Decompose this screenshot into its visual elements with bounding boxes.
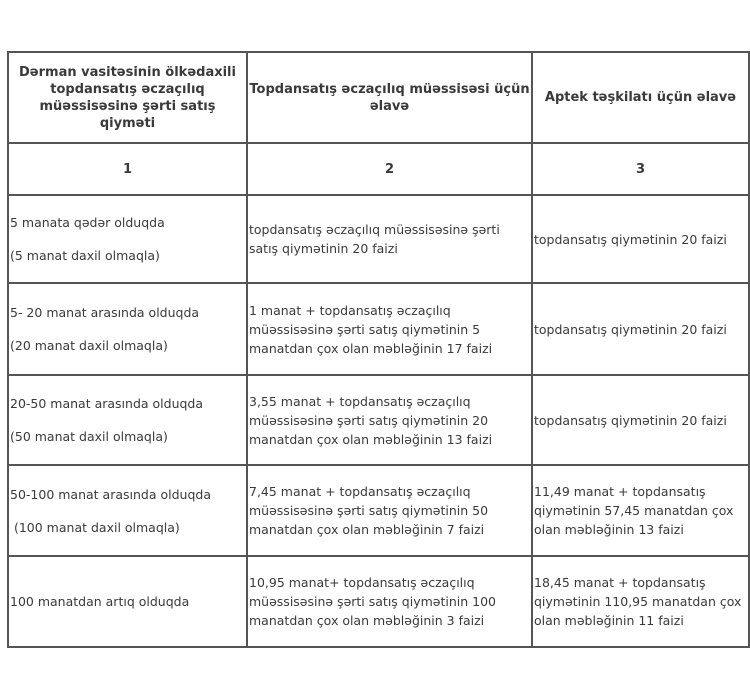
pharmacy-markup-cell: topdansatış qiymətinin 20 faizi	[532, 195, 749, 283]
wholesale-markup-cell: 1 manat + topdansatış əczaçılıq müəssisəsinə şərti satış qiymətinin 5 manatdan çox olan məbləğinin 17 faizi	[247, 283, 532, 375]
pharmacy-markup-cell: 18,45 manat + topdansatış qiymətinin 110,95 manatdan çox olan məbləğinin 11 faizi	[532, 556, 749, 647]
price-range-cell	[8, 375, 247, 465]
pharmacy-markup-cell: topdansatış qiymətinin 20 faizi	[532, 283, 749, 375]
price-range-cell	[8, 556, 247, 647]
price-range-cell	[8, 283, 247, 375]
price-range-note: (5 manat daxil olmaqla)	[10, 248, 160, 263]
column-number-row	[8, 143, 749, 195]
pharmacy-markup-cell: topdansatış qiymətinin 20 faizi	[532, 375, 749, 465]
wholesale-markup-cell: topdansatış əczaçılıq müəssisəsinə şərti satış qiymətinin 20 faizi	[247, 195, 532, 283]
price-range-cell	[8, 195, 247, 283]
wholesale-markup-cell: 10,95 manat+ topdansatış əczaçılıq müəssisəsinə şərti satış qiymətinin 100 manatdan çox olan məbləğinin 3 faizi	[247, 556, 532, 647]
markup-table	[7, 51, 750, 648]
table-row	[8, 283, 749, 375]
header-pharmacy-markup: Aptek təşkilatı üçün əlavə	[532, 52, 749, 143]
column-number-2: 2	[247, 143, 532, 195]
price-range-cell	[8, 465, 247, 556]
header-row	[8, 52, 749, 143]
pharmacy-markup-cell: 11,49 manat + topdansatış qiymətinin 57,45 manatdan çox olan məbləğinin 13 faizi	[532, 465, 749, 556]
price-range: 5- 20 manat arasında olduqda	[10, 305, 200, 320]
price-range-note: (100 manat daxil olmaqla)	[10, 519, 180, 535]
wholesale-markup-cell: 7,45 manat + topdansatış əczaçılıq müəssisəsinə şərti satış qiymətinin 50 manatdan çox olan məbləğinin 7 faizi	[247, 465, 532, 556]
table-row	[8, 195, 749, 283]
price-range: 20-50 manat arasında olduqda	[10, 396, 204, 411]
table-row	[8, 375, 749, 465]
header-price: Dərman vasitəsinin ölkədaxili topdansatış əczaçılıq müəssisəsinə şərti satış qiyməti	[8, 52, 247, 143]
price-range-note: (50 manat daxil olmaqla)	[10, 429, 168, 444]
wholesale-markup-cell: 3,55 manat + topdansatış əczaçılıq müəssisəsinə şərti satış qiymətinin 20 manatdan çox olan məbləğinin 13 faizi	[247, 375, 532, 465]
price-range: 50-100 manat arasında olduqda	[10, 486, 211, 502]
column-number-3: 3	[532, 143, 749, 195]
price-range: 100 manatdan artıq olduqda	[10, 594, 190, 609]
table-row	[8, 465, 749, 556]
header-wholesale-markup: Topdansatış əczaçılıq müəssisəsi üçün əlavə	[247, 52, 532, 143]
column-number-1: 1	[8, 143, 247, 195]
price-range: 5 manata qədər olduqda	[10, 215, 165, 230]
table-row	[8, 556, 749, 647]
price-range-note: (20 manat daxil olmaqla)	[10, 338, 168, 353]
